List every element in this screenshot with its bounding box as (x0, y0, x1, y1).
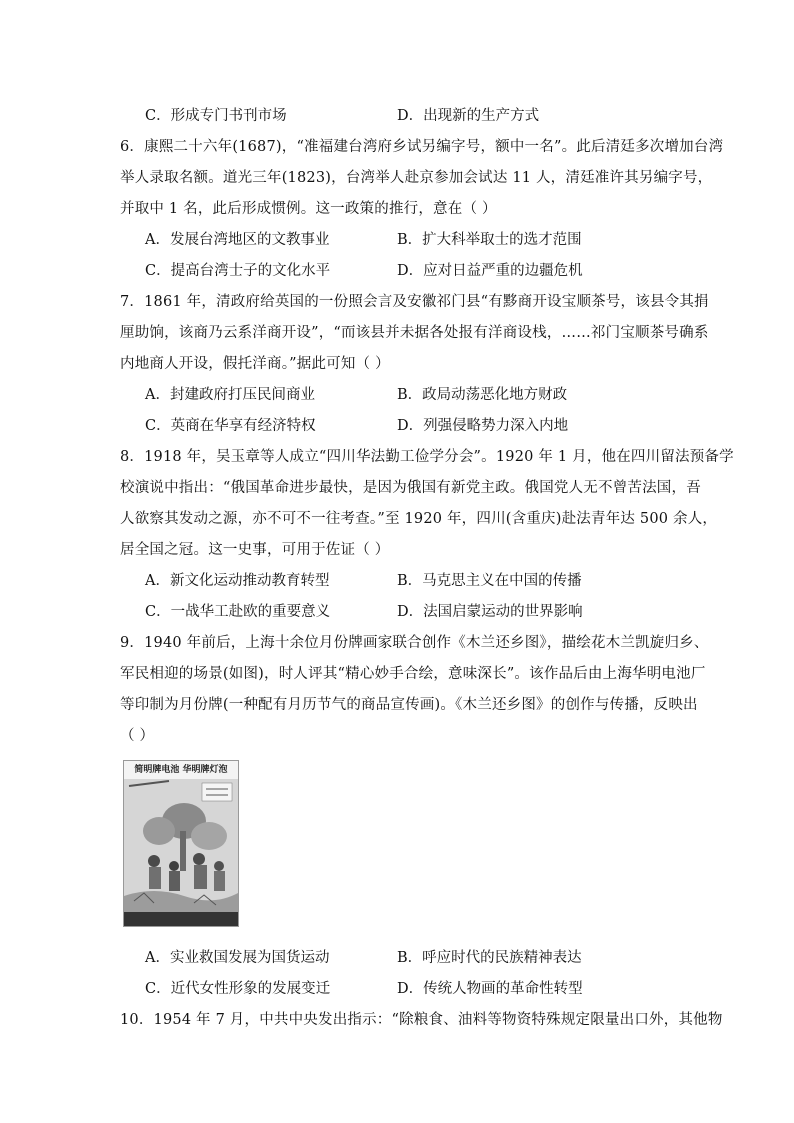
q9-stem-line-4: （ ） (120, 728, 155, 744)
q6-option-a: A．发展台湾地区的文教事业 (145, 232, 330, 248)
q7-option-c: C．英商在华享有经济特权 (145, 418, 316, 434)
q5-option-d: D．出现新的生产方式 (397, 108, 540, 124)
poster-bottom-strip (124, 912, 238, 926)
q8-stem-line-1: 8．1918 年，吴玉章等人成立“四川华法勤工俭学分会”。1920 年 1 月，他在四川留法预备学 (120, 449, 734, 465)
poster-top-text: 简明牌电池 华明牌灯泡 (124, 761, 238, 779)
q8-stem-line-4: 居全国之冠。这一史事，可用于佐证（ ） (120, 542, 390, 558)
q9-option-c: C．近代女性形象的发展变迁 (145, 981, 331, 997)
q9-option-b: B．呼应时代的民族精神表达 (397, 950, 582, 966)
q5-option-c: C．形成专门书刊市场 (145, 108, 287, 124)
q6-stem-line-2: 举人录取名额。道光三年(1823)，台湾举人赴京参加会试达 11 人，清廷准许其另编字号， (120, 170, 713, 186)
q6-option-d: D．应对日益严重的边疆危机 (397, 263, 583, 279)
q9-stem-line-1: 9．1940 年前后，上海十余位月份牌画家联合创作《木兰还乡图》，描绘花木兰凯旋归乡、 (120, 635, 709, 651)
q7-stem-line-3: 内地商人开设，假托洋商。”据此可知（ ） (120, 356, 390, 372)
q6-option-b: B．扩大科举取士的选才范围 (397, 232, 582, 248)
q8-option-b: B．马克思主义在中国的传播 (397, 573, 582, 589)
q9-stem-line-2: 军民相迎的场景(如图)，时人评其“精心妙手合绘，意味深长”。该作品后由上海华明电池厂 (120, 666, 706, 682)
mulan-poster-image (123, 760, 239, 927)
q6-option-c: C．提高台湾士子的文化水平 (145, 263, 331, 279)
q9-stem-line-3: 等印制为月份牌(一种配有月历节气的商品宣传画)。《木兰还乡图》的创作与传播，反映出 (120, 697, 698, 713)
q8-option-c: C．一战华工赴欧的重要意义 (145, 604, 331, 620)
q6-stem-line-1: 6．康熙二十六年(1687)，“准福建台湾府乡试另编字号，额中一名”。此后清廷多次增加台湾 (120, 139, 724, 155)
q8-option-d: D．法国启蒙运动的世界影响 (397, 604, 583, 620)
q8-option-a: A．新文化运动推动教育转型 (145, 573, 330, 589)
q6-stem-line-3: 并取中 1 名，此后形成惯例。这一政策的推行，意在（ ） (120, 201, 497, 217)
q10-stem-line-1: 10．1954 年 7 月，中共中央发出指示：“除粮食、油料等物资特殊规定限量出口外，其他物 (120, 1012, 723, 1028)
q7-option-a: A．封建政府打压民间商业 (145, 387, 315, 403)
q7-option-d: D．列强侵略势力深入内地 (397, 418, 569, 434)
q7-stem-line-1: 7．1861 年，清政府给英国的一份照会言及安徽祁门县“有黟商开设宝顺茶号，该县令其捐 (120, 294, 709, 310)
poster-illustration (124, 761, 238, 926)
q9-option-d: D．传统人物画的革命性转型 (397, 981, 583, 997)
q7-option-b: B．政局动荡恶化地方财政 (397, 387, 568, 403)
q8-stem-line-3: 人欲察其发动之源，亦不可不一往考查。”至 1920 年，四川(含重庆)赴法青年达 500 余人， (120, 511, 718, 527)
q9-option-a: A．实业救国发展为国货运动 (145, 950, 330, 966)
q8-stem-line-2: 校演说中指出：“俄国革命进步最快，是因为俄国有新党主政。俄国党人无不曾苦法国，吾 (120, 480, 701, 496)
q7-stem-line-2: 厘助饷，该商乃云系洋商开设”，“而该县并未据各处报有洋商设栈，……祁门宝顺茶号确系 (120, 325, 709, 341)
